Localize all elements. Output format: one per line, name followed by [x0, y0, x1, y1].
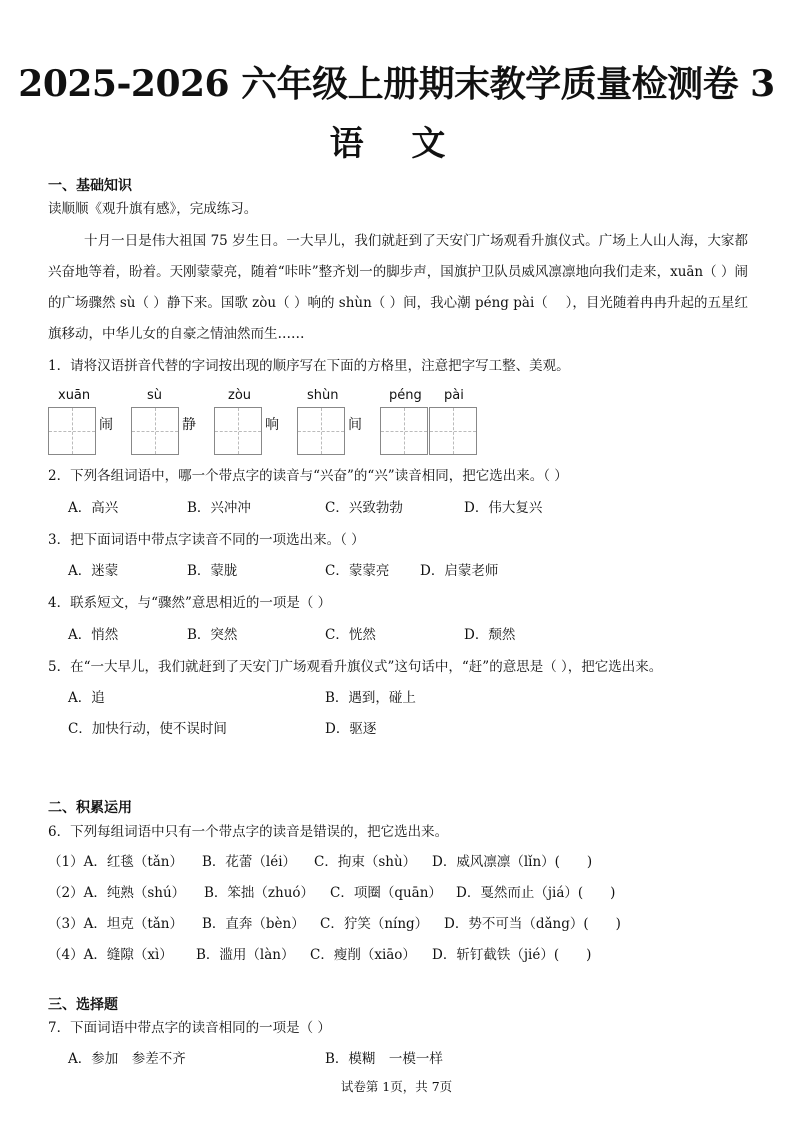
- q6-option[interactable]: （2）A．纯熟（shú）: [48, 885, 186, 901]
- q6-option[interactable]: C．狞笑（níng）: [320, 916, 429, 932]
- q3-option[interactable]: D．启蒙老师: [420, 563, 499, 579]
- writing-grid-box[interactable]: [297, 407, 345, 455]
- writing-grid-box[interactable]: [131, 407, 179, 455]
- q6-option[interactable]: B．滥用（làn）: [196, 947, 295, 963]
- q6-option[interactable]: B．笨拙（zhuó）: [204, 885, 315, 901]
- q6-option[interactable]: C．项圈（quān）: [330, 885, 442, 901]
- q2-option[interactable]: C．兴致勃勃: [325, 500, 403, 516]
- pinyin-label: sù: [147, 388, 163, 403]
- q6-option[interactable]: （3）A．坦克（tǎn）: [48, 916, 184, 932]
- section-heading-choice: 三、选择题: [48, 997, 118, 1013]
- grid-char: 闹: [99, 417, 113, 433]
- q6-option[interactable]: D．势不可当（dǎng）( ): [444, 916, 621, 932]
- q5-option[interactable]: A．追: [68, 690, 105, 706]
- q5-option[interactable]: D．驱逐: [325, 721, 377, 737]
- q2-option[interactable]: B．兴冲冲: [187, 500, 251, 516]
- q5-option[interactable]: B．遇到，碰上: [325, 690, 416, 706]
- q3-option[interactable]: B．蒙胧: [187, 563, 238, 579]
- subject-title: 语 文: [329, 124, 464, 164]
- q6-option[interactable]: （1）A．红毯（tǎn）: [48, 854, 184, 870]
- q6-option[interactable]: B．直奔（bèn）: [202, 916, 305, 932]
- section-heading-accumulation: 二、积累运用: [48, 800, 132, 816]
- question-5: 5．在“一大早儿，我们就赶到了天安门广场观看升旗仪式”这句话中，“赶”的意思是（ ），把它选出来。: [48, 659, 663, 675]
- exam-title: 2025-2026 六年级上册期末教学质量检测卷 3: [18, 63, 775, 105]
- grid-char: 间: [348, 417, 362, 433]
- page-footer: 试卷第 1页，共 7页: [340, 1079, 453, 1094]
- q4-option[interactable]: D．颓然: [464, 627, 516, 643]
- q4-option[interactable]: A．悄然: [68, 627, 119, 643]
- q3-option[interactable]: C．蒙蒙亮: [325, 563, 390, 579]
- q7-option[interactable]: A．参加 参差不齐: [68, 1051, 186, 1067]
- section-heading-basics: 一、基础知识: [48, 178, 132, 194]
- q4-option[interactable]: C．恍然: [325, 627, 376, 643]
- pinyin-label: péng: [389, 388, 422, 403]
- q3-option[interactable]: A．迷蒙: [68, 563, 119, 579]
- writing-grid-box[interactable]: [429, 407, 477, 455]
- q4-option[interactable]: B．突然: [187, 627, 238, 643]
- question-6: 6．下列每组词语中只有一个带点字的读音是错误的，把它选出来。: [48, 824, 449, 840]
- reading-passage: 十月一日是伟大祖国 75 岁生日。一大早儿，我们就赶到了天安门广场观看升旗仪式。广场上人山人海，大家都兴奋地等着，盼着。天刚蒙蒙亮，随着“咔咔”整齐划一的脚步声，国旗护卫队员威风凛凛地向我们走来，xuān（ ）闹的广场骤然 sù（ ）静下来。国歌 zòu（ ）响的 shùn（ ）间，我心潮 péng pài（ ），目光随着冉冉升起的五星红旗移动，中华儿女的自豪之情油然而生……: [48, 233, 748, 342]
- question-4: 4．联系短文，与“骤然”意思相近的一项是（ ）: [48, 595, 332, 611]
- q6-option[interactable]: D．戛然而止（jiá）( ): [456, 885, 616, 901]
- writing-grid-box[interactable]: [214, 407, 262, 455]
- q6-option[interactable]: C．拘束（shù）: [314, 854, 417, 870]
- reading-intro: 读顺顺《观升旗有感》，完成练习。: [48, 201, 258, 217]
- grid-char: 响: [265, 417, 279, 433]
- pinyin-label: shùn: [307, 388, 339, 403]
- grid-char: 静: [182, 417, 196, 433]
- q7-option[interactable]: B．模糊 一模一样: [325, 1051, 443, 1067]
- q6-option[interactable]: B．花蕾（léi）: [202, 854, 297, 870]
- writing-grid-box[interactable]: [380, 407, 428, 455]
- q2-option[interactable]: D．伟大复兴: [464, 500, 543, 516]
- q5-option[interactable]: C．加快行动，使不误时间: [68, 721, 227, 737]
- pinyin-label: zòu: [228, 388, 252, 403]
- question-3: 3．把下面词语中带点字读音不同的一项选出来。（ ）: [48, 532, 365, 548]
- q6-option[interactable]: D．斩钉截铁（jié）( ): [432, 947, 592, 963]
- pinyin-label: pài: [444, 388, 464, 403]
- writing-grid-box[interactable]: [48, 407, 96, 455]
- q6-option[interactable]: （4）A．缝隙（xì）: [48, 947, 173, 963]
- question-7: 7．下面词语中带点字的读音相同的一项是（ ）: [48, 1020, 331, 1036]
- q2-option[interactable]: A．高兴: [68, 500, 119, 516]
- q6-option[interactable]: D．威风凛凛（lǐn）( ): [432, 854, 593, 870]
- q6-option[interactable]: C．瘦削（xiāo）: [310, 947, 416, 963]
- question-2: 2．下列各组词语中，哪一个带点字的读音与“兴奋”的“兴”读音相同，把它选出来。（ ）: [48, 468, 568, 484]
- pinyin-label: xuān: [58, 388, 91, 403]
- question-1: 1．请将汉语拼音代替的字词按出现的顺序写在下面的方格里，注意把字写工整、美观。: [48, 358, 570, 374]
